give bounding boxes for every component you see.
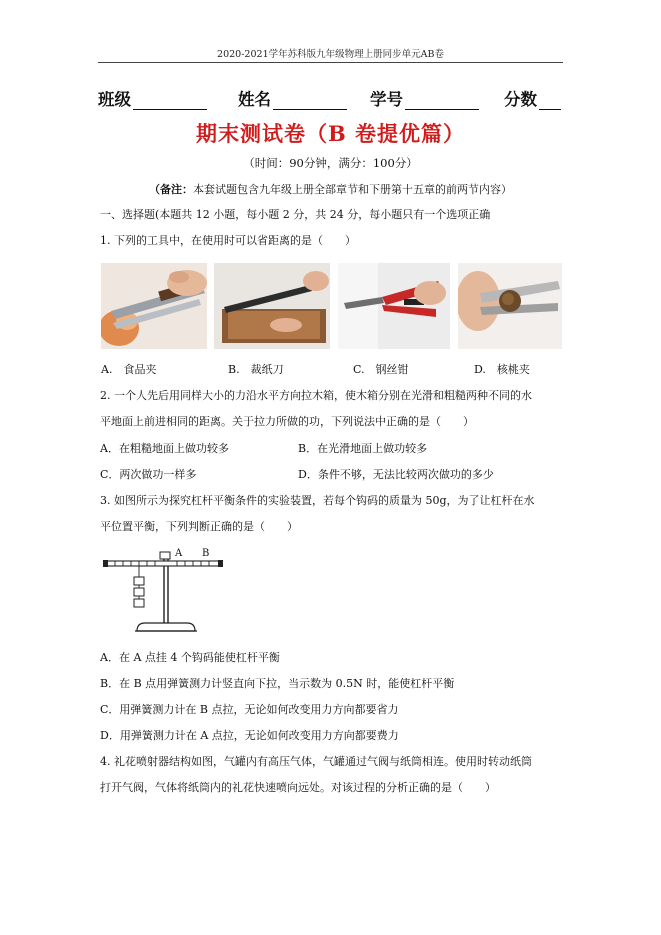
q1-option-b[interactable]: B. 裁纸刀 bbox=[228, 363, 284, 376]
paper-cutter-photo bbox=[214, 263, 330, 349]
nutcracker-photo bbox=[458, 263, 562, 349]
q2-stem-line2: 平地面上前进相同的距离。关于拉力所做的功，下列说法中正确的是（ ） bbox=[100, 415, 474, 428]
q3-stem-line2: 平位置平衡，下列判断正确的是（ ） bbox=[100, 520, 298, 533]
name-field bbox=[238, 86, 347, 110]
q3-option-c[interactable]: C．用弹簧测力计在 B 点拉，无论如何改变用力方向都要省力 bbox=[100, 703, 399, 716]
q1-option-c[interactable]: C. 钢丝钳 bbox=[353, 363, 409, 376]
q1-option-d[interactable]: D. 核桃夹 bbox=[474, 363, 530, 376]
score-label: 分数 bbox=[504, 90, 537, 109]
class-blank[interactable] bbox=[133, 91, 207, 110]
q3-stem-line1: 3. 如图所示为探究杠杆平衡条件的实验装置，若每个钩码的质量为 50g，为了让杠杆在水 bbox=[100, 494, 535, 507]
lever-point-a-label: A bbox=[175, 548, 183, 559]
score-blank[interactable] bbox=[539, 91, 561, 110]
q2-option-c[interactable]: C．两次做功一样多 bbox=[100, 468, 197, 481]
q1-option-a[interactable]: A. 食品夹 bbox=[101, 363, 157, 376]
section-heading: 一、选择题(本题共 12 小题，每小题 2 分，共 24 分，每小题只有一个选项正确 bbox=[100, 208, 491, 221]
exam-note bbox=[0, 181, 661, 197]
exam-subtitle: （时间：90分钟，满分：100分） bbox=[243, 156, 418, 170]
lever-point-b-label: B bbox=[202, 548, 210, 559]
q4-stem-line1: 4. 礼花喷射器结构如图，气罐内有高压气体，气罐通过气阀与纸筒相连。使用时转动纸筒 bbox=[100, 755, 532, 768]
q2-option-a[interactable]: A．在粗糙地面上做功较多 bbox=[100, 442, 229, 455]
class-label: 班级 bbox=[98, 90, 131, 109]
id-label: 学号 bbox=[370, 90, 403, 109]
class-field bbox=[98, 86, 207, 110]
exam-title: 期末测试卷（B 卷提优篇） bbox=[195, 121, 466, 146]
q3-option-b[interactable]: B．在 B 点用弹簧测力计竖直向下拉，当示数为 0.5N 时，能使杠杆平衡 bbox=[100, 677, 455, 690]
header-rule bbox=[98, 62, 563, 63]
q1-stem: 1. 下列的工具中，在使用时可以省距离的是（ ） bbox=[100, 234, 356, 247]
q4-stem-line2: 打开气阀，气体将纸筒内的礼花快速喷向远处。对该过程的分析正确的是（ ） bbox=[100, 781, 496, 794]
name-blank[interactable] bbox=[273, 91, 347, 110]
food-tongs-photo bbox=[101, 263, 207, 349]
student-info-row bbox=[98, 86, 568, 112]
name-label: 姓名 bbox=[238, 90, 271, 109]
wire-pliers-photo bbox=[338, 263, 450, 349]
q3-option-a[interactable]: A．在 A 点挂 4 个钩码能使杠杆平衡 bbox=[100, 651, 280, 664]
q2-option-d[interactable]: D．条件不够，无法比较两次做功的多少 bbox=[298, 468, 494, 481]
q2-option-b[interactable]: B．在光滑地面上做功较多 bbox=[298, 442, 428, 455]
id-blank[interactable] bbox=[405, 91, 479, 110]
id-field bbox=[370, 86, 479, 110]
note-label: （备注： bbox=[149, 183, 193, 196]
q2-stem-line1: 2. 一个人先后用同样大小的力沿水平方向拉木箱，使木箱分别在光滑和粗糙两种不同的水 bbox=[100, 389, 532, 402]
score-field bbox=[504, 86, 561, 110]
q3-option-d[interactable]: D．用弹簧测力计在 A 点拉，无论如何改变用力方向都要费力 bbox=[100, 729, 399, 742]
running-header: 2020-2021学年苏科版九年级物理上册同步单元AB卷 bbox=[217, 49, 444, 60]
lever-apparatus-figure bbox=[101, 545, 225, 637]
note-text: 本套试题包含九年级上册全部章节和下册第十五章的前两节内容） bbox=[193, 183, 512, 196]
